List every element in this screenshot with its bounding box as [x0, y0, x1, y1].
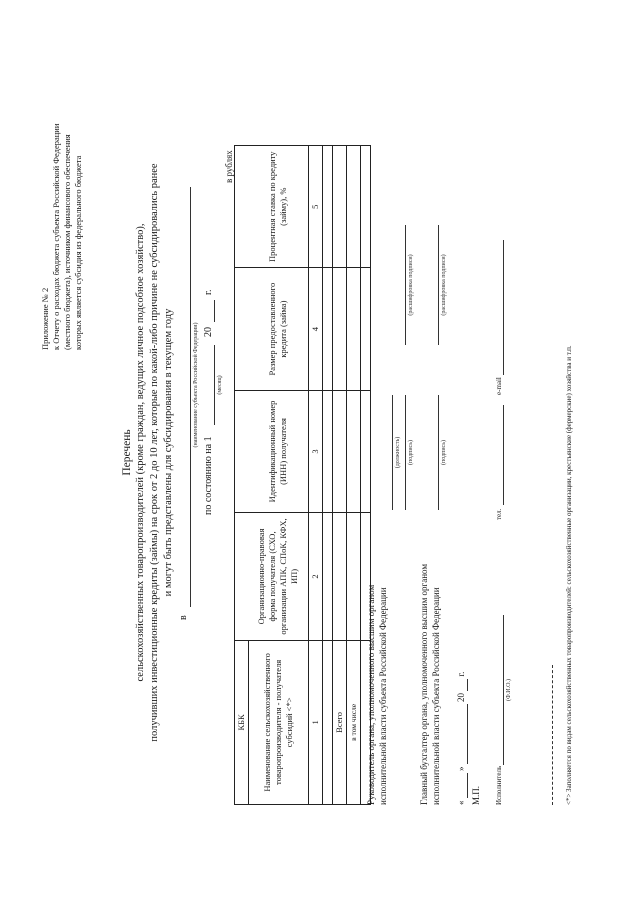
sign-date-year: 20 [456, 693, 466, 702]
subject-line [190, 187, 191, 607]
appendix-line: которых является субсидия из федерального бюджета [73, 155, 83, 350]
accountant-line: Главный бухгалтер органа, уполномоченного высшим органом [419, 563, 429, 805]
month-line [214, 345, 215, 425]
col-number: 1 [309, 640, 323, 804]
email-label: e-mail [495, 377, 503, 395]
decode-caption: (расшифровка подписи) [408, 254, 414, 316]
appendix-line: к Отчету о расходах бюджета субъекта Российской Федерации [51, 123, 61, 350]
appendix-number: Приложение № 2 [40, 287, 50, 350]
accountant-decode-caption: (расшифровка подписи) [441, 254, 447, 316]
empty-cell [333, 513, 347, 641]
col-number: 4 [309, 268, 323, 390]
phone-label: тел. [495, 508, 503, 520]
col-header-rate: Процентная ставка по кредиту (займу), % [249, 146, 309, 268]
accountant-signature-line [438, 395, 439, 510]
blank-cell [235, 146, 249, 268]
subject-caption: (наименование субъекта Российской Федерации) [193, 322, 199, 448]
empty-cell [361, 390, 371, 512]
date-close-quote: » [456, 766, 466, 771]
executor-line [503, 615, 504, 765]
appendix-line: (местного бюджета), источником финансового обеспечения [62, 134, 72, 350]
empty-cell [323, 640, 333, 804]
head-signatory [365, 585, 389, 805]
blank-cell [235, 513, 249, 641]
empty-cell [323, 268, 333, 390]
empty-cell [347, 513, 361, 641]
year-blank [455, 679, 468, 691]
accountant-signature-caption: (подпись) [441, 440, 447, 465]
executor-label: Исполнитель [495, 765, 503, 805]
col-header-form: Организационно-правовая форма получателя (СХО, организации АПК, СПоК, КФХ, ИП) [249, 513, 309, 641]
including-row-label: в том числе [347, 640, 361, 804]
empty-cell [323, 146, 333, 268]
year-line [214, 300, 215, 322]
col-number: 2 [309, 513, 323, 641]
date-year: 20 [203, 327, 214, 337]
title-main: Перечень [121, 429, 133, 476]
col-number: 5 [309, 146, 323, 268]
email-line [503, 240, 504, 375]
col-number: 3 [309, 390, 323, 512]
sign-date-suffix: г. [456, 671, 466, 677]
head-line: исполнительной власти субъекта Российской Федерации [378, 587, 388, 805]
head-line: Руководитель органа, уполномоченного высшим органом [366, 584, 376, 805]
blank-cell [235, 390, 249, 512]
appendix-block [40, 10, 84, 350]
total-row-label: Всего [333, 640, 347, 804]
title-line: получивших инвестиционные кредиты (займы) на срок от 2 до 10 лет, которые по какой-либо причине не субсидировались ранее [149, 163, 160, 742]
empty-cell [333, 390, 347, 512]
date-open-quote: « [456, 800, 466, 805]
empty-cell [323, 513, 333, 641]
position-caption: (должность) [395, 436, 401, 469]
phone-line [503, 405, 504, 505]
units-label: в рублях [224, 150, 234, 183]
empty-cell [333, 146, 347, 268]
day-blank [455, 773, 468, 798]
footnote-separator [552, 665, 553, 805]
footnote: <*> Заполняется по видам сельскохозяйственных товаропроизводителей: сельскохозяйственные организации, крестьянские (фермерские) хозяйства и т.п. [565, 345, 573, 805]
col-header-credit: Размер предоставленного кредита (займа) [249, 268, 309, 390]
kbk-header: КБК [235, 640, 249, 804]
stamp-place: М.П. [471, 785, 481, 805]
col-header-name: Наименование сельскохозяйственного товаропроизводителя - получателя субсидий <*> [249, 640, 309, 804]
empty-cell [333, 268, 347, 390]
date-suffix: г. [203, 289, 214, 295]
accountant-signatory [418, 564, 442, 805]
title-line: и могут быть представлены для субсидирования в текущем году [163, 308, 174, 597]
sign-date [455, 672, 468, 805]
position-line [392, 395, 393, 510]
empty-cell [347, 146, 361, 268]
accountant-decode-line [438, 225, 439, 345]
month-blank [455, 704, 468, 764]
month-caption: (месяц) [217, 375, 223, 395]
empty-cell [361, 146, 371, 268]
decode-line [405, 225, 406, 345]
signature-line [405, 395, 406, 510]
empty-cell [347, 268, 361, 390]
date-prefix: по состоянию на 1 [203, 436, 214, 515]
accountant-line: исполнительной власти субъекта Российской Федерации [431, 587, 441, 805]
fio-caption: (Ф.И.О.) [506, 679, 512, 701]
subsidy-table [234, 145, 371, 805]
empty-cell [347, 390, 361, 512]
document-title [120, 0, 176, 905]
empty-cell [361, 268, 371, 390]
blank-cell [235, 268, 249, 390]
signature-caption: (подпись) [408, 440, 414, 465]
empty-cell [323, 390, 333, 512]
title-line: сельскохозяйственных товаропроизводителей (кроме граждан, ведущих личное подсобное хозяйство), [135, 223, 146, 682]
subject-prefix: в [178, 615, 189, 620]
col-header-inn: Идентификационный номер (ИНН) получателя [249, 390, 309, 512]
